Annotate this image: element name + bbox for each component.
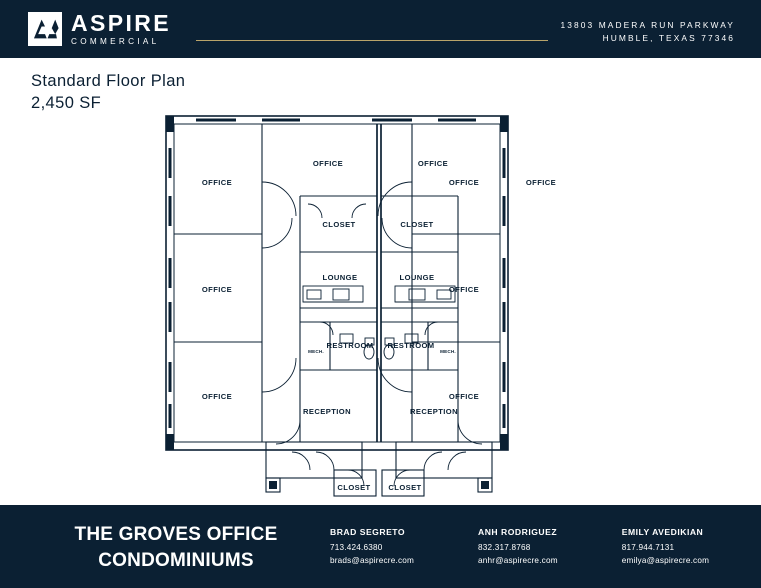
floor-plan-drawing (163, 113, 557, 501)
contact-card (478, 527, 558, 565)
svg-text:CLOSET: CLOSET (400, 220, 434, 229)
plan-title: Standard Floor Plan (31, 72, 186, 90)
address-line-1: 13803 MADERA RUN PARKWAY (560, 20, 735, 30)
svg-text:RECEPTION: RECEPTION (303, 407, 351, 416)
svg-text:RECEPTION: RECEPTION (410, 407, 458, 416)
header-address (560, 19, 735, 45)
header-divider (196, 40, 548, 41)
svg-text:CLOSET: CLOSET (337, 483, 371, 492)
contact-name: BRAD SEGRETO (330, 527, 406, 537)
svg-text:OFFICE: OFFICE (201, 178, 233, 187)
contact-list (330, 527, 709, 565)
contact-phone[interactable]: 832.317.8768 (478, 543, 531, 552)
header-bar (0, 0, 761, 58)
svg-text:MECH.: MECH. (440, 349, 456, 354)
svg-text:RESTROOM: RESTROOM (326, 341, 374, 350)
logo-title: ASPIRE (71, 9, 172, 36)
contact-card (622, 527, 709, 565)
page-title (31, 72, 185, 113)
svg-text:CLOSET: CLOSET (322, 220, 356, 229)
svg-text:OFFICE: OFFICE (201, 285, 233, 294)
svg-text:OFFICE: OFFICE (448, 285, 480, 294)
property-name-line-1: THE GROVES OFFICE (74, 524, 278, 545)
contact-email[interactable]: anhr@aspirecre.com (478, 556, 558, 565)
svg-text:OFFICE: OFFICE (448, 392, 480, 401)
svg-text:OFFICE: OFFICE (312, 159, 344, 168)
svg-text:RESTROOM: RESTROOM (387, 341, 435, 350)
svg-text:LOUNGE: LOUNGE (322, 273, 358, 282)
contact-name: EMILY AVEDIKIAN (621, 527, 704, 537)
logo-subtitle: COMMERCIAL (71, 36, 160, 46)
footer-bar (0, 505, 761, 588)
property-name-line-2: CONDOMINIUMS (98, 549, 254, 571)
property-name (41, 522, 311, 573)
brand-logo (28, 9, 172, 46)
address-line-2: HUMBLE, TEXAS 77346 (602, 33, 735, 44)
svg-text:CLOSET: CLOSET (388, 483, 422, 492)
plan-area: 2,450 SF (31, 94, 102, 112)
contact-card (330, 527, 414, 565)
contact-email[interactable]: emilya@aspirecre.com (621, 556, 710, 565)
contact-phone[interactable]: 817.944.7131 (621, 543, 675, 552)
svg-text:LOUNGE: LOUNGE (399, 273, 435, 282)
contact-name: ANH RODRIGUEZ (478, 527, 558, 537)
svg-text:OFFICE: OFFICE (417, 159, 449, 168)
svg-text:OFFICE: OFFICE (201, 392, 233, 401)
aspire-logo-icon (28, 12, 62, 46)
contact-email[interactable]: brads@aspirecre.com (330, 556, 415, 565)
svg-text:MECH.: MECH. (308, 349, 324, 354)
svg-text:OFFICE: OFFICE (448, 178, 480, 187)
svg-text:OFFICE: OFFICE (525, 178, 557, 187)
contact-phone[interactable]: 713.424.6380 (330, 543, 383, 552)
